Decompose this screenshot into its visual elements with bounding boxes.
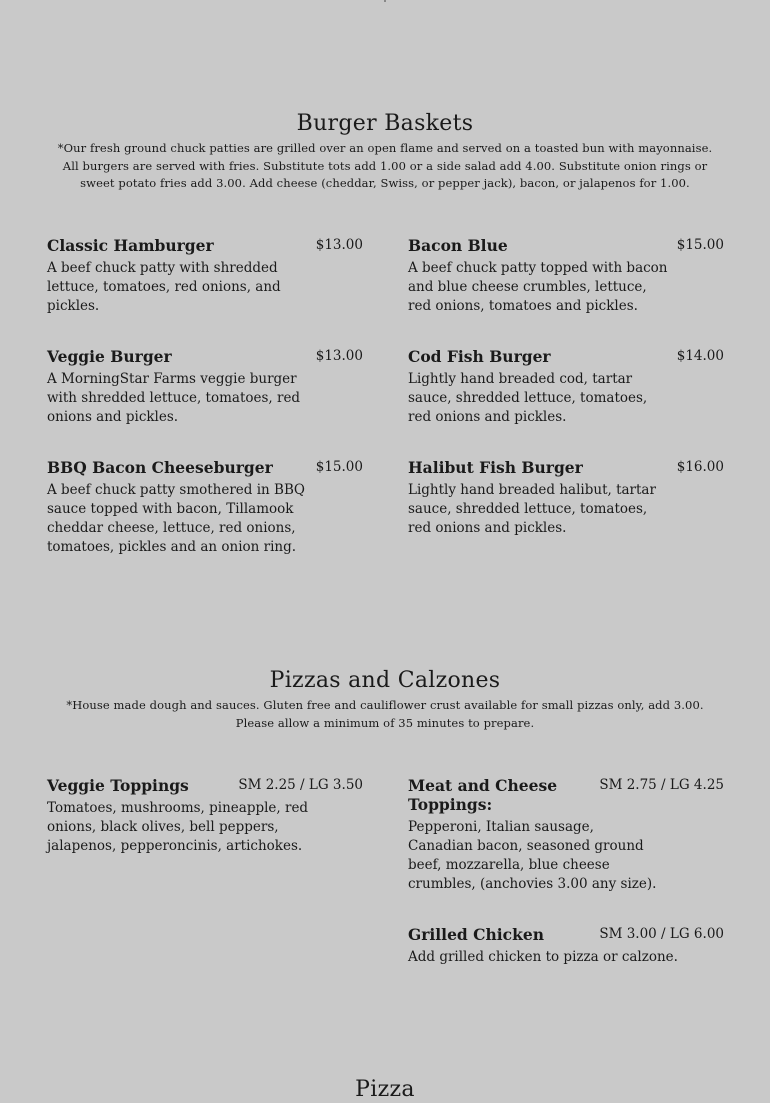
item-name: Meat and Cheese Toppings: [408,776,558,814]
menu-item-veggie-burger [47,347,363,427]
menu-item-bbq-bacon-cheeseburger [47,458,363,557]
menu-item-grilled-chicken [408,925,724,967]
menu-item-cod-fish-burger [408,347,724,427]
item-description: A beef chuck patty smothered in BBQ sauce topped with bacon, Tillamook cheddar cheese, lettuce, red onions, tomatoes, pickles and an onion ring. [47,482,305,555]
item-price: SM 2.75 / LG 4.25 [599,777,724,793]
item-name: Grilled Chicken [408,925,544,944]
top-divider-mark [384,0,386,2]
menu-item-halibut-fish-burger [408,458,724,538]
item-name: Classic Hamburger [47,236,214,255]
item-name: BBQ Bacon Cheeseburger [47,458,273,477]
menu-item-meat-cheese-toppings [408,776,724,894]
section-title-pizza: Pizza [355,1077,415,1102]
item-name: Halibut Fish Burger [408,458,583,477]
item-description: A beef chuck patty with shredded lettuce, tomatoes, red onions, and pickles. [47,260,281,314]
item-name: Cod Fish Burger [408,347,551,366]
item-price: $15.00 [676,237,724,253]
item-name: Veggie Toppings [47,776,189,795]
item-description: A beef chuck patty topped with bacon and blue cheese crumbles, lettuce, red onions, tomatoes and pickles. [408,260,668,314]
item-price: $13.00 [315,237,363,253]
item-price: SM 2.25 / LG 3.50 [238,777,363,793]
item-price: $16.00 [676,459,724,475]
item-description: Pepperoni, Italian sausage, Canadian bacon, seasoned ground beef, mozzarella, blue cheese crumbles, (anchovies 3.00 any size). [408,819,657,892]
item-name: Bacon Blue [408,236,508,255]
item-description: A MorningStar Farms veggie burger with shredded lettuce, tomatoes, red onions and pickles. [47,371,301,425]
section-title-burger-baskets: Burger Baskets [296,111,474,136]
item-description: Lightly hand breaded halibut, tartar sauce, shredded lettuce, tomatoes, red onions and pickles. [408,482,656,536]
item-description: Add grilled chicken to pizza or calzone. [408,949,678,965]
menu-item-bacon-blue [408,236,724,316]
item-name: Veggie Burger [47,347,172,366]
item-price: $15.00 [315,459,363,475]
section-note-burgers: *Our fresh ground chuck patties are grilled over an open flame and served on a toasted bun with mayonnaise. All burgers are served with fries. Substitute tots add 1.00 or a side salad add 4.00. Substitute onion rings or sweet potato fries add 3.00. Add cheese (cheddar, Swiss, or pepper jack), bacon, or jalapenos for 1.00. [57,141,713,190]
item-price: $13.00 [315,348,363,364]
item-description: Tomatoes, mushrooms, pineapple, red onions, black olives, bell peppers, jalapenos, pepperoncinis, artichokes. [47,800,309,854]
item-price: $14.00 [676,348,724,364]
menu-item-classic-hamburger [47,236,363,316]
section-note-pizzas: *House made dough and sauces. Gluten free and cauliflower crust available for small pizzas only, add 3.00. Please allow a minimum of 35 minutes to prepare. [66,698,704,730]
item-description: Lightly hand breaded cod, tartar sauce, shredded lettuce, tomatoes, red onions and pickles. [408,371,648,425]
section-title-pizzas-calzones: Pizzas and Calzones [269,668,501,693]
menu-item-veggie-toppings [47,776,363,856]
item-price: SM 3.00 / LG 6.00 [599,926,724,942]
